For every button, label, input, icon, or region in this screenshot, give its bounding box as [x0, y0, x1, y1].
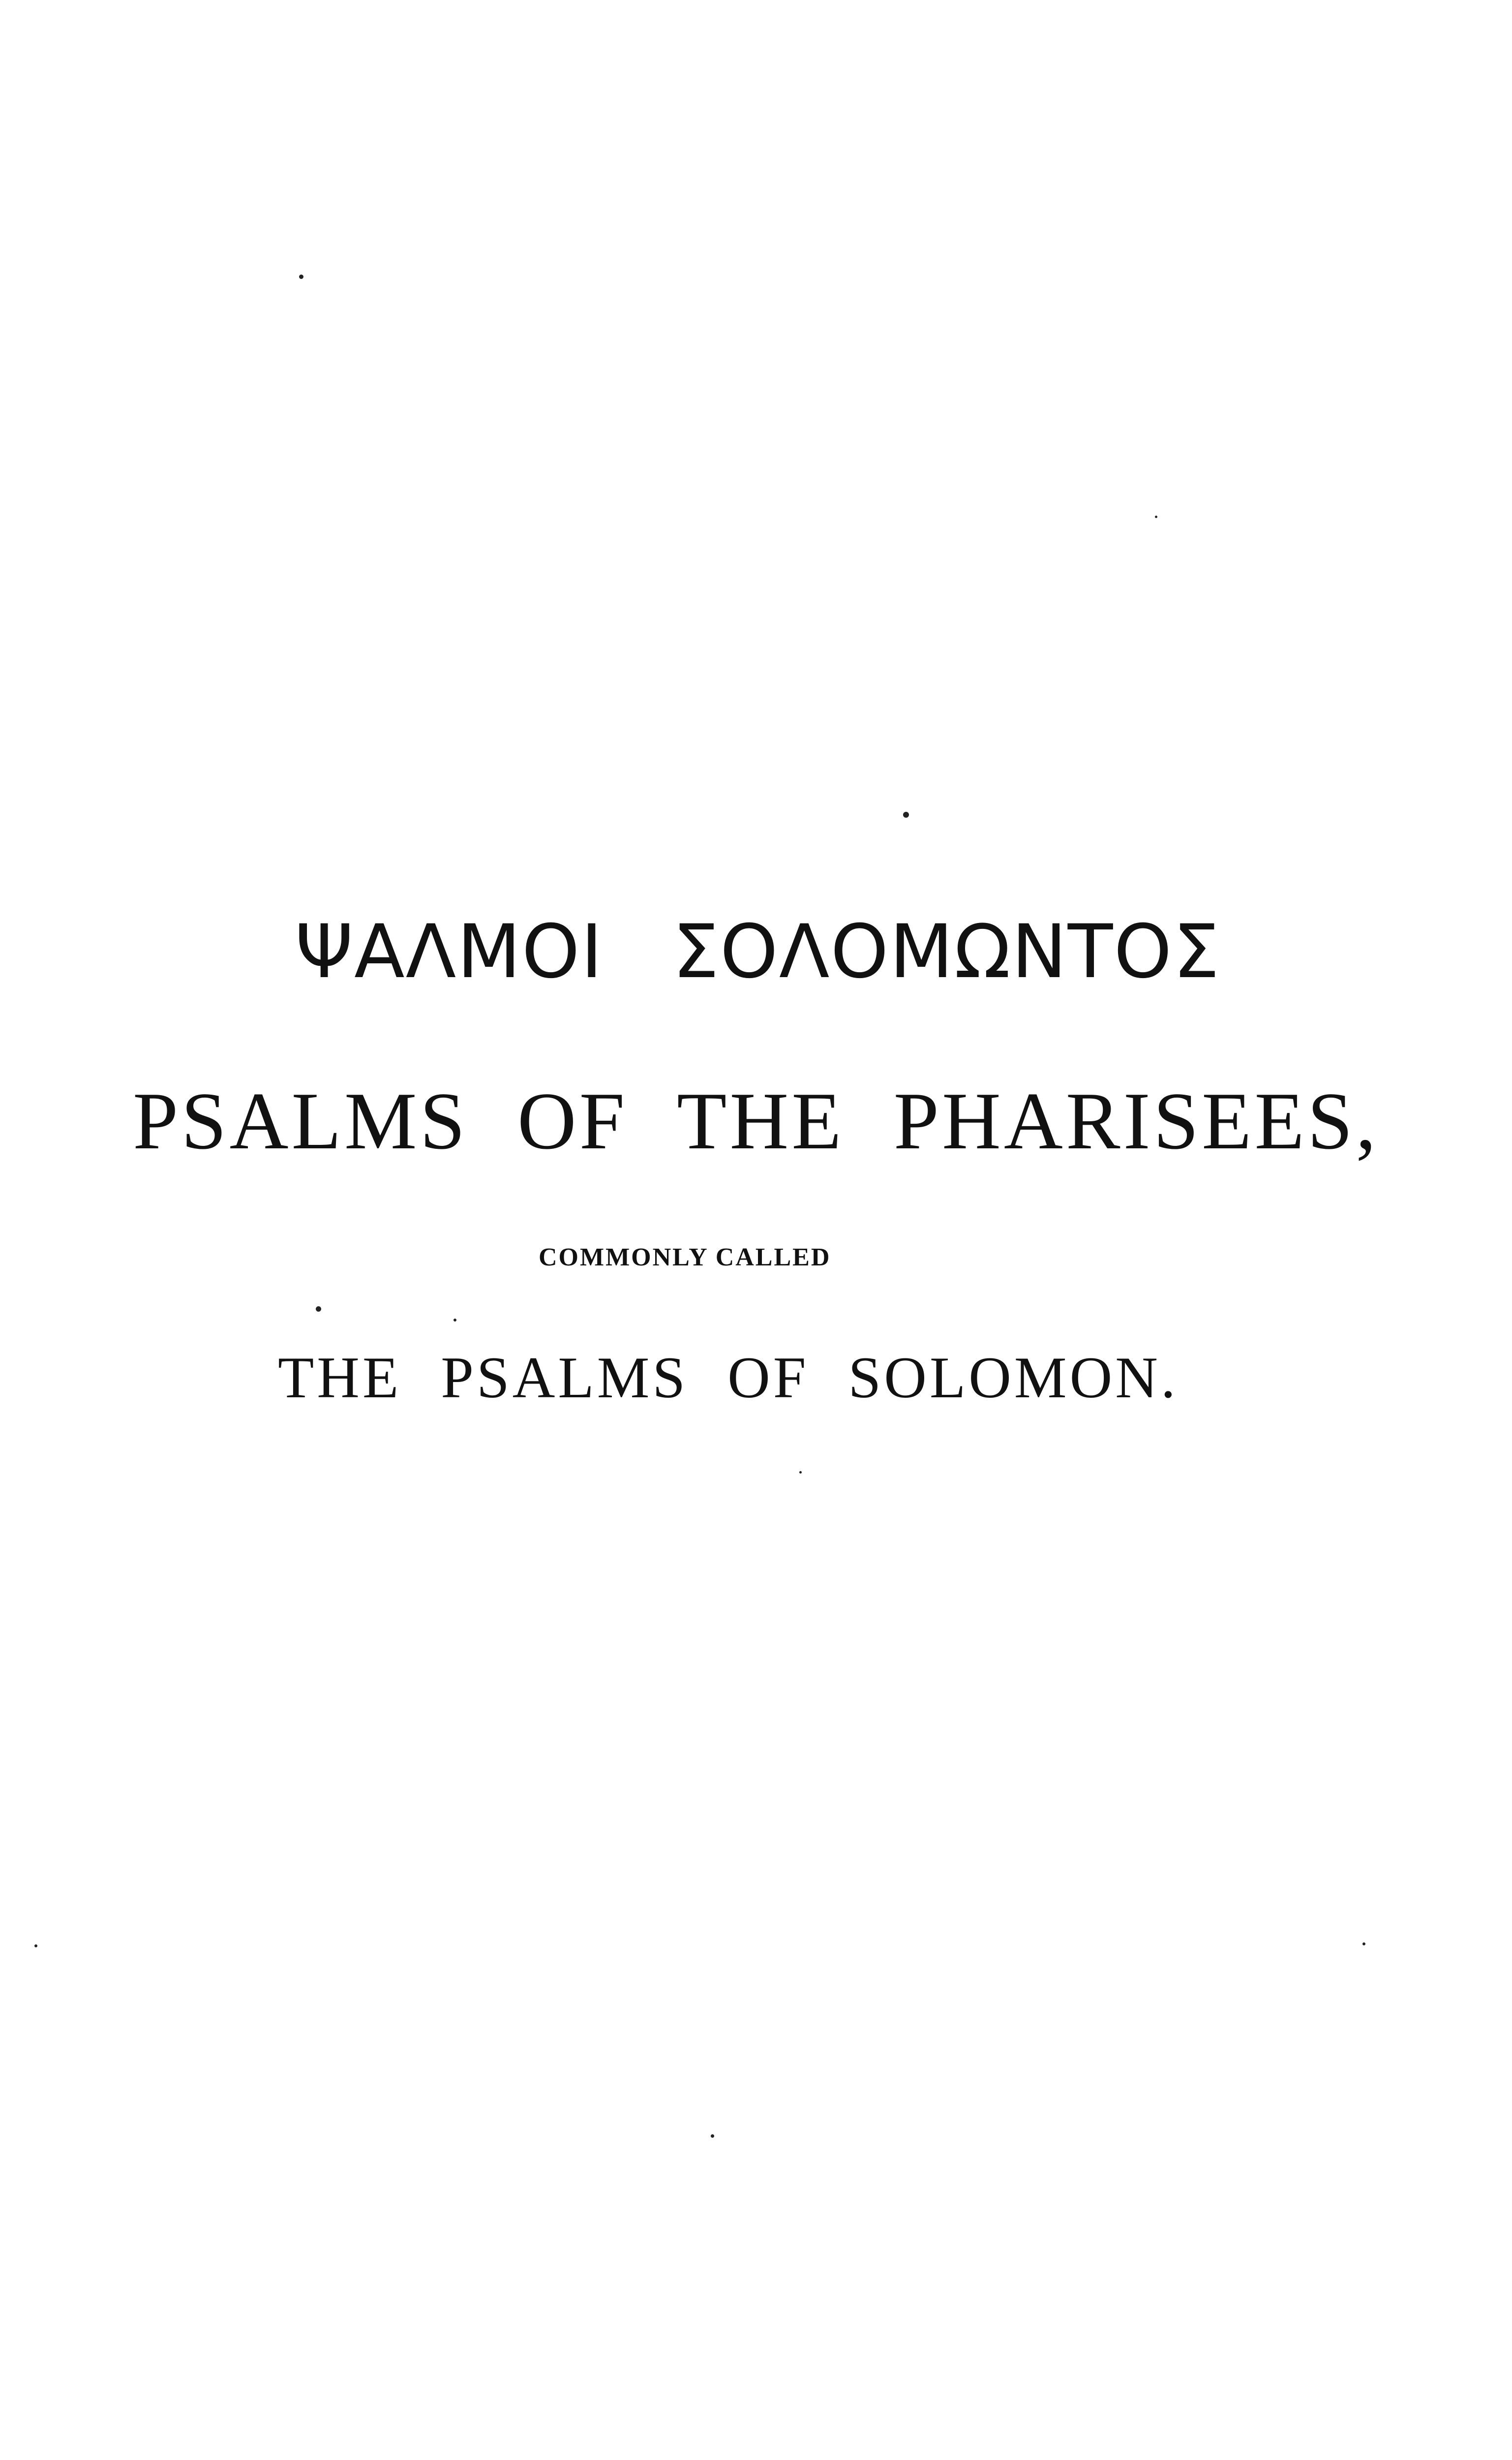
- scan-speck: [299, 275, 303, 279]
- alt-title-word-psalms: PSALMS: [441, 1345, 689, 1410]
- main-title-word-psalms: PSALMS: [133, 1076, 468, 1166]
- alt-title-word-solomon: SOLOMON.: [848, 1345, 1179, 1410]
- scan-speck: [34, 1944, 37, 1947]
- scan-speck: [316, 1306, 321, 1312]
- scan-speck: [711, 2134, 714, 2138]
- greek-title-word-solomontos: ΣΟΛΟΜΩΝΤΟΣ: [672, 909, 1221, 995]
- greek-title-word-psalmoi: ΨΑΛΜΟΙ: [295, 909, 604, 995]
- alt-title-word-of: OF: [727, 1345, 809, 1410]
- scan-speck: [1362, 1942, 1365, 1945]
- main-title-word-pharisees: PHARISEES,: [893, 1076, 1379, 1166]
- greek-title: [295, 909, 1221, 995]
- scan-speck: [1155, 516, 1157, 518]
- scan-speck: [799, 1471, 802, 1474]
- scan-speck: [903, 812, 909, 818]
- main-title-word-of: OF: [517, 1076, 628, 1166]
- main-title: [133, 1076, 1379, 1166]
- main-title-word-the: THE: [677, 1076, 845, 1166]
- scan-speck: [454, 1319, 456, 1322]
- alt-title: [278, 1345, 1179, 1410]
- alt-title-word-the: THE: [278, 1345, 402, 1410]
- subtitle-commonly-called: COMMONLY CALLED: [539, 1243, 831, 1271]
